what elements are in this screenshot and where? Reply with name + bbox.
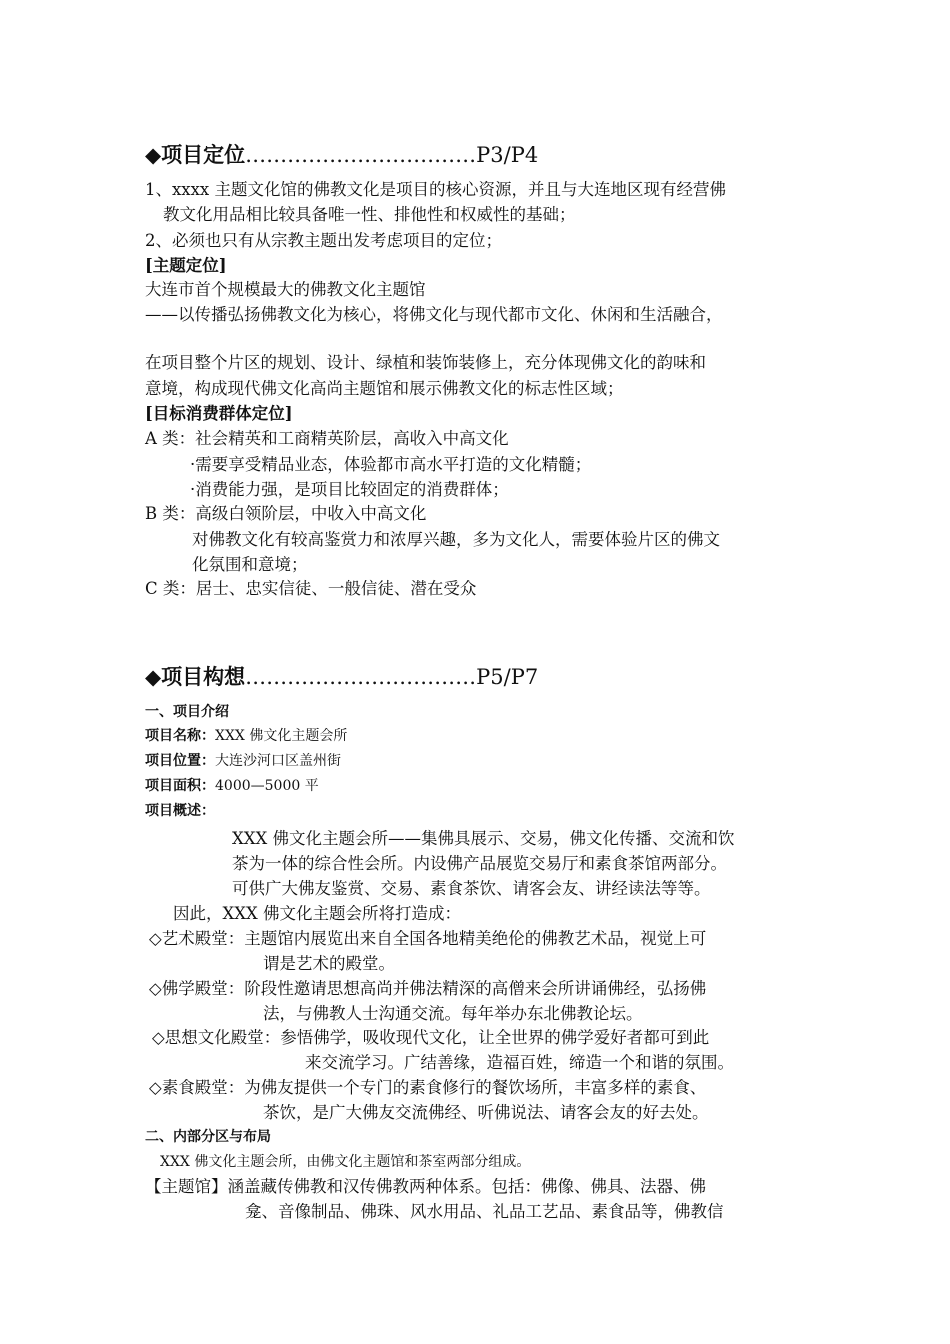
paragraph-line: A 类：社会精英和工商精英阶层，高收入中高文化 — [145, 429, 509, 448]
subheading-theme: [主题定位] — [145, 256, 227, 275]
field-project-location — [145, 750, 341, 770]
paragraph-line: XXX 佛文化主题会所，由佛文化主题馆和茶室两部分组成。 — [160, 1154, 531, 1170]
paragraph-line: 茶饮，是广大佛友交流佛经、听佛说法、请客会友的好去处。 — [263, 1103, 709, 1122]
heading-page-ref: P5/P7 — [476, 665, 539, 689]
paragraph-line: 来交流学习。广结善缘，造福百姓，缔造一个和谐的氛围。 — [305, 1053, 734, 1072]
paragraph-line: 1、xxxx 主题文化馆的佛教文化是项目的核心资源，并且与大连地区现有经营佛 — [145, 180, 726, 199]
field-label: 项目名称： — [145, 728, 215, 744]
paragraph-line: ·消费能力强，是项目比较固定的消费群体； — [190, 480, 509, 499]
paragraph-line: C 类：居士、忠实信徒、一般信徒、潜在受众 — [145, 579, 477, 598]
field-value: 大连沙河口区盖州街 — [215, 753, 341, 769]
paragraph-line: ◇素食殿堂：为佛友提供一个专门的素食修行的餐饮场所，丰富多样的素食、 — [149, 1078, 707, 1097]
heading-text: ◆项目构想 — [145, 664, 246, 689]
paragraph-line: 意境，构成现代佛文化高尚主题馆和展示佛教文化的标志性区域； — [145, 379, 624, 398]
paragraph-line: 2、必须也只有从宗教主题出发考虑项目的定位； — [145, 231, 502, 250]
paragraph-line: 在项目整个片区的规划、设计、绿植和装饰装修上，充分体现佛文化的韵味和 — [145, 353, 706, 372]
paragraph-line: 对佛教文化有较高鉴赏力和浓厚兴趣，多为文化人，需要体验片区的佛文 — [192, 530, 720, 549]
heading-leader-dots: …………………………… — [245, 143, 477, 167]
paragraph-line: 因此，XXX 佛文化主题会所将打造成： — [173, 904, 461, 923]
heading-text: ◆项目定位 — [145, 142, 246, 167]
field-project-name — [145, 725, 347, 745]
subheading-target: [目标消费群体定位] — [145, 404, 293, 423]
paragraph-line: 可供广大佛友鉴赏、交易、素食茶饮、请客会友、讲经读法等等。 — [232, 879, 711, 898]
heading-page-ref: P3/P4 — [476, 143, 539, 167]
paragraph-line: 【主题馆】涵盖藏传佛教和汉传佛教两种体系。包括：佛像、佛具、法器、佛 — [145, 1177, 706, 1196]
field-label: 项目位置： — [145, 753, 215, 769]
field-project-overview-label: 项目概述： — [145, 803, 215, 819]
subheading-intro: 一、项目介绍 — [145, 704, 229, 720]
heading-leader-dots: …………………………… — [245, 665, 477, 689]
field-value: 4000—5000 平 — [215, 778, 319, 794]
paragraph-line: 法，与佛教人士沟通交流。每年举办东北佛教论坛。 — [263, 1004, 643, 1023]
section-heading-concept — [145, 661, 538, 691]
paragraph-line: 教文化用品相比较具备唯一性、排他性和权威性的基础； — [163, 205, 576, 224]
paragraph-line: ·需要享受精品业态，体验都市高水平打造的文化精髓； — [190, 455, 592, 474]
paragraph-line: 化氛围和意境； — [192, 555, 308, 574]
paragraph-line: 茶为一体的综合性会所。内设佛产品展览交易厅和素食茶馆两部分。 — [232, 854, 727, 873]
field-value: XXX 佛文化主题会所 — [215, 728, 348, 744]
paragraph-line: ◇佛学殿堂：阶段性邀请思想高尚并佛法精深的高僧来会所讲诵佛经，弘扬佛 — [149, 979, 707, 998]
paragraph-line: B 类：高级白领阶层，中收入中高文化 — [145, 504, 427, 523]
paragraph-line: ◇艺术殿堂：主题馆内展览出来自全国各地精美绝伦的佛教艺术品，视觉上可 — [149, 929, 707, 948]
section-heading-positioning — [145, 139, 538, 169]
subheading-layout: 二、内部分区与布局 — [145, 1129, 271, 1145]
paragraph-line: 谓是艺术的殿堂。 — [263, 954, 395, 973]
paragraph-line: 大连市首个规模最大的佛教文化主题馆 — [145, 280, 426, 299]
field-label: 项目面积： — [145, 778, 215, 794]
paragraph-line: XXX 佛文化主题会所——集佛具展示、交易，佛文化传播、交流和饮 — [232, 829, 735, 848]
paragraph-line: ◇思想文化殿堂：参悟佛学，吸收现代文化，让全世界的佛学爱好者都可到此 — [152, 1028, 710, 1047]
paragraph-line: 龛、音像制品、佛珠、风水用品、礼品工艺品、素食品等，佛教信 — [245, 1202, 724, 1221]
field-project-area — [145, 775, 319, 795]
paragraph-line: ——以传播弘扬佛教文化为核心，将佛文化与现代都市文化、休闲和生活融合， — [145, 305, 723, 324]
